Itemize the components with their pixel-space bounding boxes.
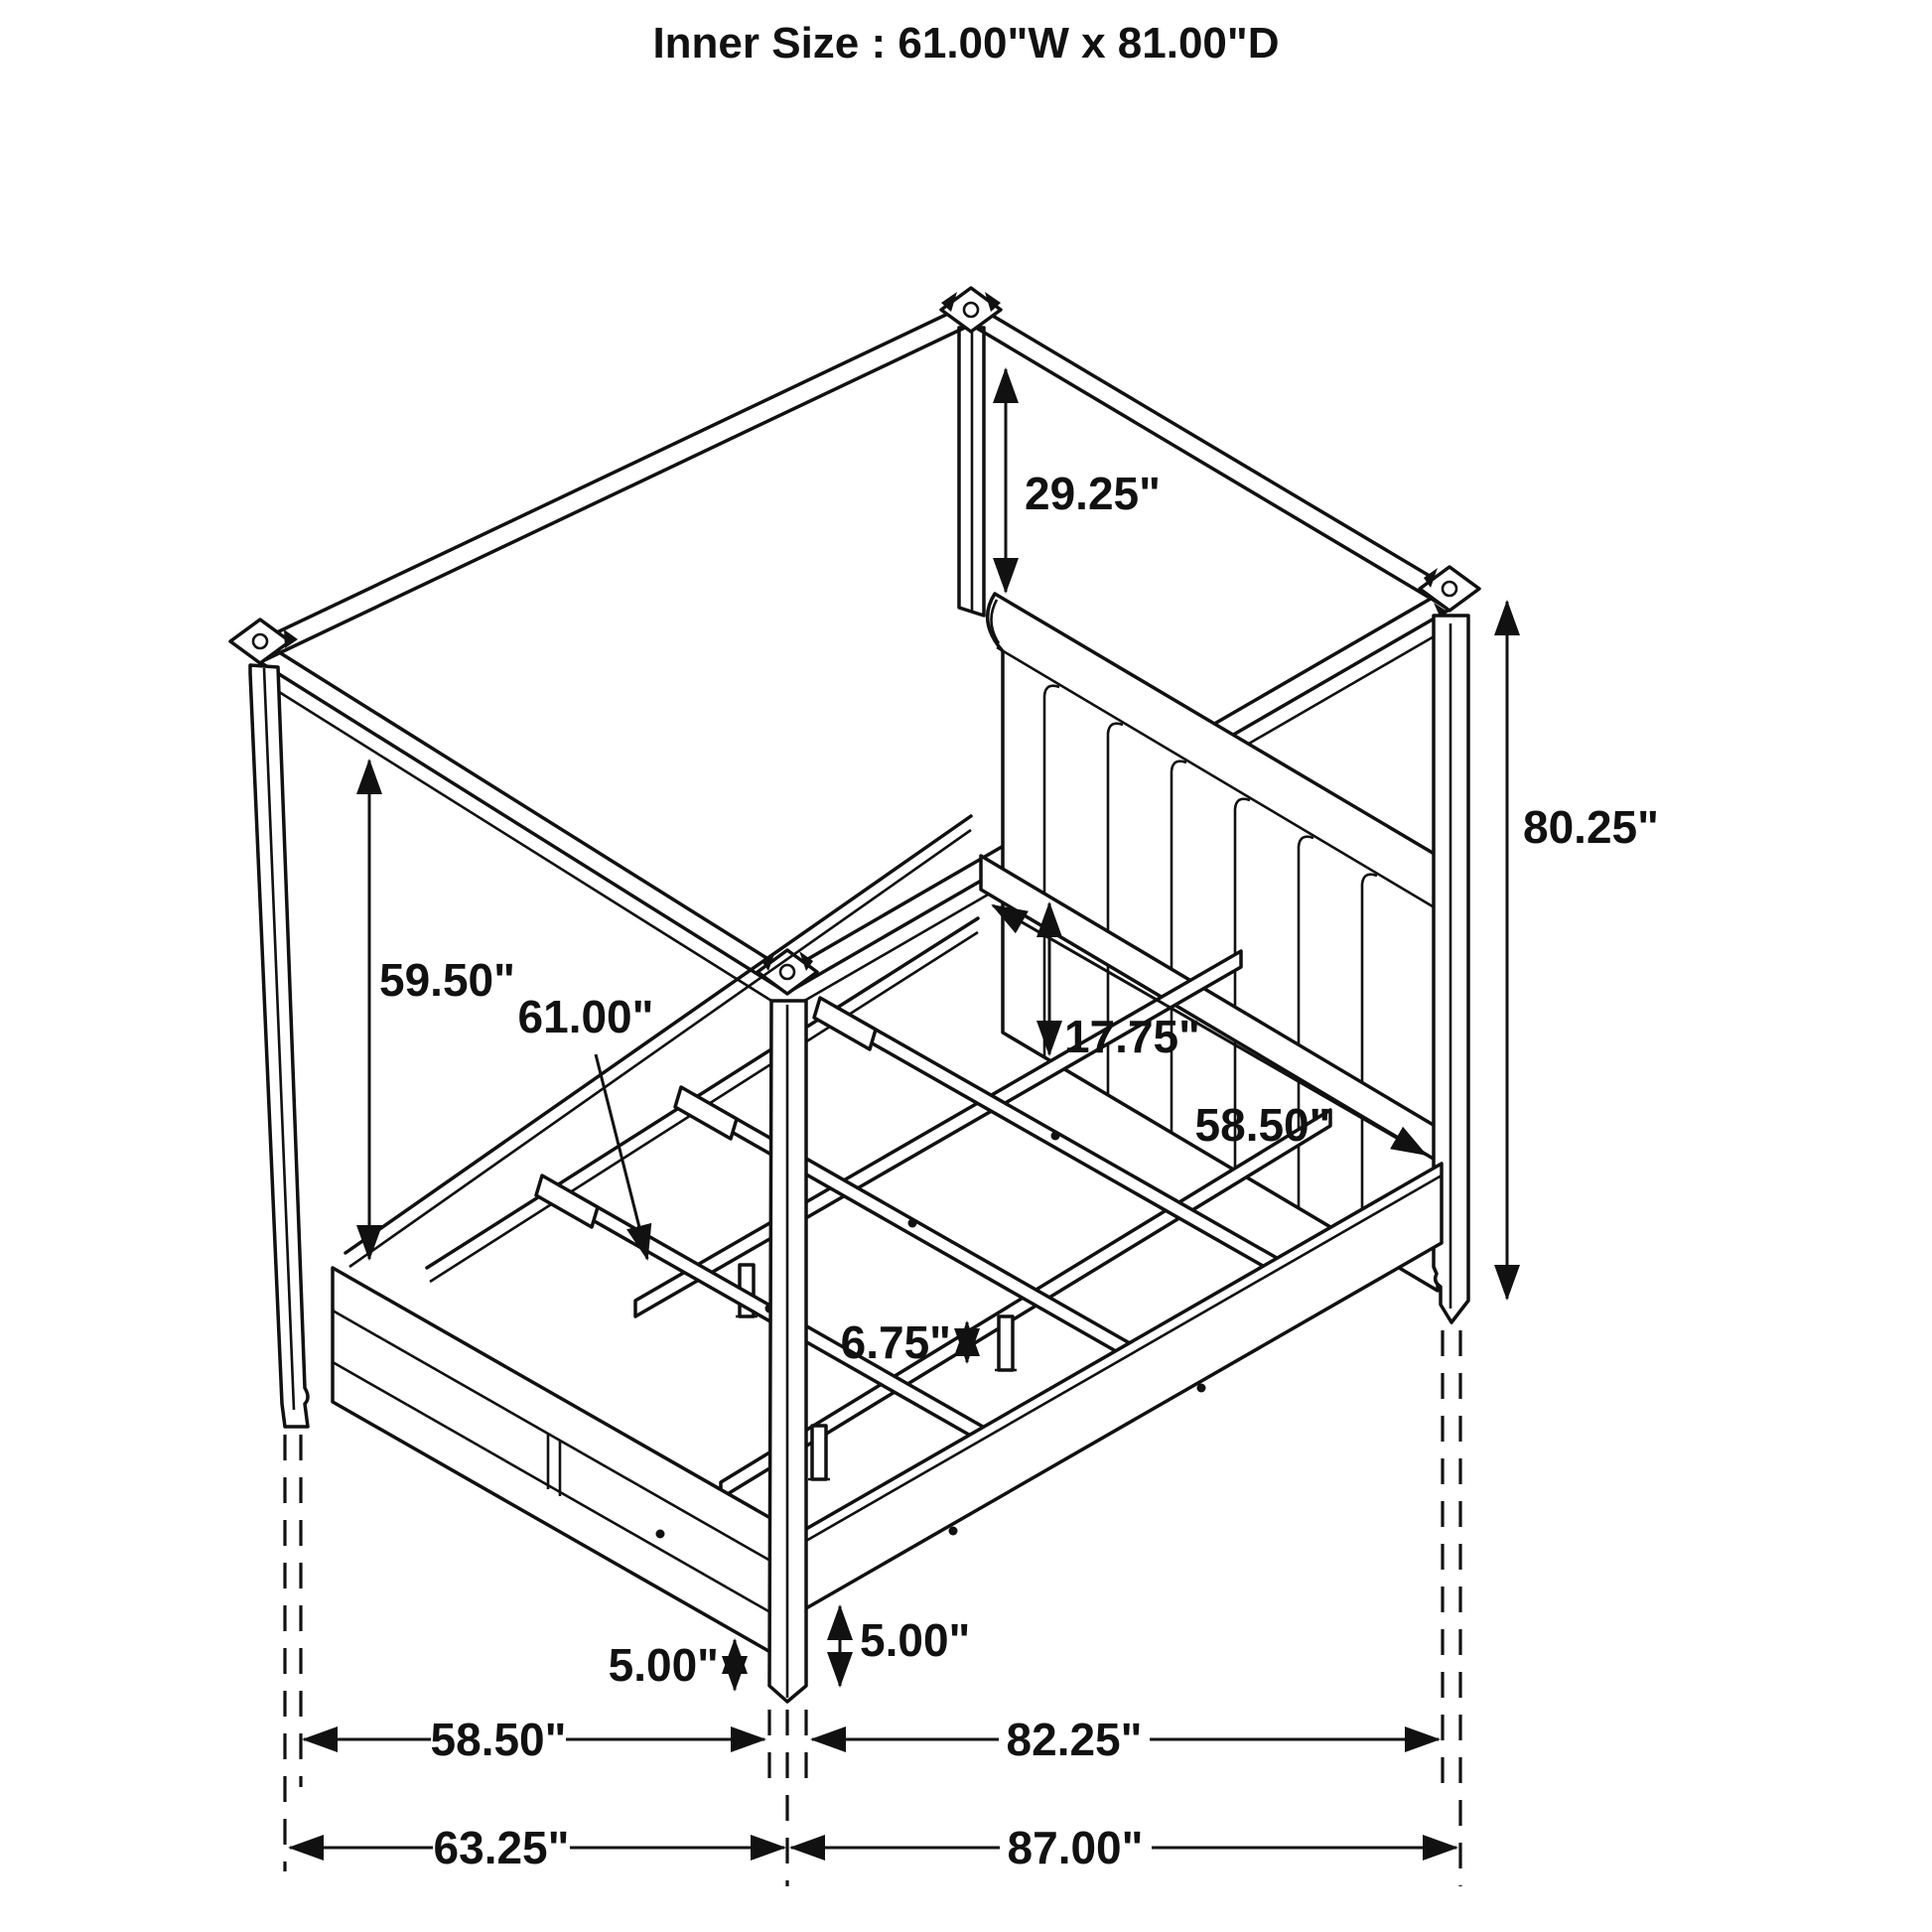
dim-label-canopy-to-footboard: 59.50" xyxy=(379,954,515,1006)
slat-screw-hole xyxy=(1051,1132,1060,1141)
dim-label-posts-inner-depth: 82.25" xyxy=(1006,1714,1143,1765)
dim-label-rail-foot-height: 5.00" xyxy=(860,1614,971,1666)
dim-label-posts-inner-width: 58.50" xyxy=(430,1714,567,1765)
post-back xyxy=(959,328,984,616)
corner-bolt-hole-back xyxy=(964,303,978,317)
page-title: Inner Size : 61.00"W x 81.00"D xyxy=(652,19,1280,68)
slat-end-tab xyxy=(536,1175,598,1227)
dim-label-footboard-foot-height: 5.00" xyxy=(608,1639,719,1691)
dim-label-rail-to-slat: 17.75" xyxy=(1064,1011,1200,1062)
slat-end-tab xyxy=(814,998,876,1049)
footboard-screw-hole xyxy=(656,1530,665,1539)
post-left xyxy=(250,665,308,1427)
footboard-panel xyxy=(333,1268,784,1660)
dim-label-deck-width: 58.50" xyxy=(1194,1099,1331,1151)
corner-bolt-hole-front xyxy=(780,965,794,979)
corner-bolt-hole-right xyxy=(1443,582,1456,596)
dim-label-canopy-to-headboard: 29.25" xyxy=(1025,468,1161,519)
dim-label-overall-depth: 87.00" xyxy=(1007,1822,1144,1873)
dim-label-overall-width: 63.25" xyxy=(433,1822,570,1873)
slat-screw-hole xyxy=(908,1219,917,1228)
support-leg xyxy=(999,1316,1013,1370)
support-leg xyxy=(812,1426,826,1479)
slat-end-tab xyxy=(675,1087,737,1139)
dim-label-slat-width: 61.00" xyxy=(517,991,654,1042)
corner-bolt-hole-left xyxy=(253,634,267,648)
rail-screw-hole xyxy=(949,1527,958,1536)
rail-screw-hole xyxy=(1197,1384,1206,1393)
dim-label-leg-height: 6.75" xyxy=(840,1316,951,1368)
footboard xyxy=(333,1268,784,1660)
post-front xyxy=(769,1001,806,1702)
dim-label-overall-height: 80.25" xyxy=(1523,801,1659,853)
